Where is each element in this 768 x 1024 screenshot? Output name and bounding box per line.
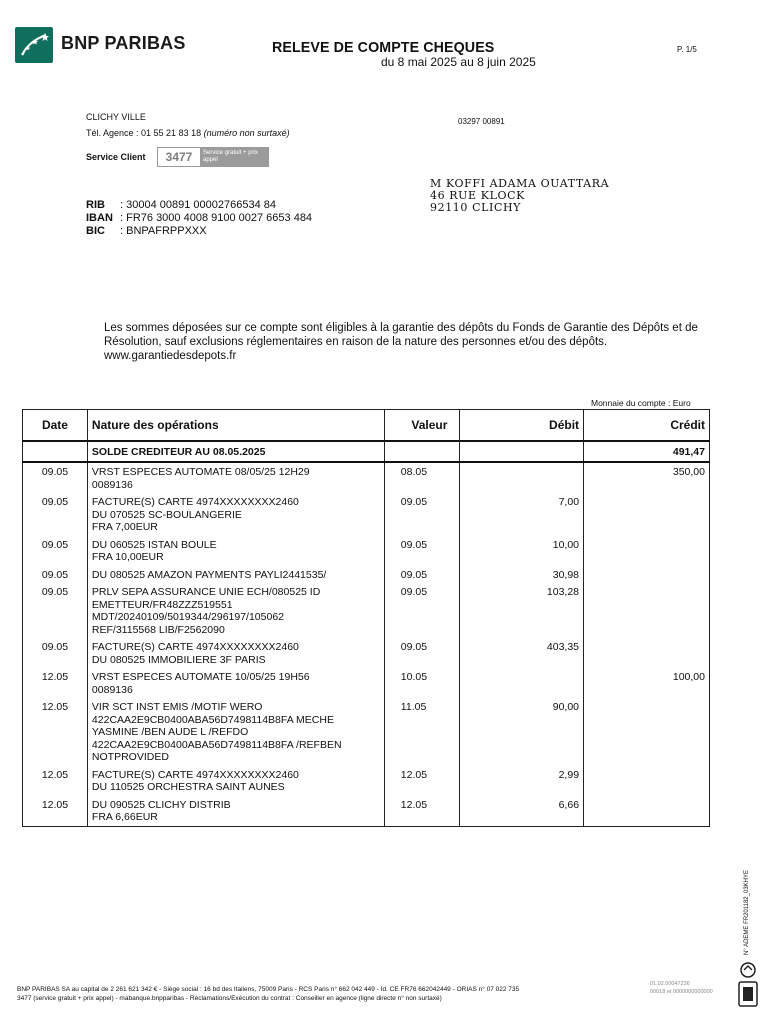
row-credit bbox=[584, 566, 710, 584]
row-debit: 6,66 bbox=[460, 796, 584, 827]
row-nature: FACTURE(S) CARTE 4974XXXXXXXX2460 DU 070525 SC-BOULANGERIE FRA 7,00EUR bbox=[87, 493, 384, 536]
row-date: 09.05 bbox=[23, 566, 88, 584]
row-date: 09.05 bbox=[23, 493, 88, 536]
row-credit: 350,00 bbox=[584, 462, 710, 493]
row-nature: PRLV SEPA ASSURANCE UNIE ECH/080525 ID EMETTEUR/FR48ZZZ519551 MDT/20240109/5019344/296197/105062 REF/3115568 LIB/F2562090 bbox=[87, 583, 384, 638]
row-credit: 100,00 bbox=[584, 668, 710, 698]
row-nature: DU 080525 AMAZON PAYMENTS PAYLI2441535/ bbox=[87, 566, 384, 584]
operations-table bbox=[22, 409, 710, 827]
row-valeur: 09.05 bbox=[384, 638, 459, 668]
footer-ref-1: 01.02.00047236 bbox=[650, 981, 690, 987]
row-nature: VRST ESPECES AUTOMATE 10/05/25 19H56 0089136 bbox=[87, 668, 384, 698]
iban-value: : FR76 3000 4008 9100 0027 6653 484 bbox=[120, 212, 313, 224]
row-debit: 10,00 bbox=[460, 536, 584, 566]
row-credit bbox=[584, 698, 710, 766]
row-date: 12.05 bbox=[23, 766, 88, 796]
agency-phone-number: Tél. Agence : 01 55 21 83 18 bbox=[86, 128, 202, 138]
table-row bbox=[23, 796, 710, 827]
recycling-icon bbox=[735, 960, 761, 1010]
row-date: 12.05 bbox=[23, 796, 88, 827]
statement-title: RELEVE DE COMPTE CHEQUES bbox=[272, 39, 495, 56]
table-row bbox=[23, 766, 710, 796]
recipient-city: 92110 CLICHY bbox=[430, 201, 522, 214]
row-credit bbox=[584, 766, 710, 796]
table-row bbox=[23, 566, 710, 584]
row-credit bbox=[584, 796, 710, 827]
iban-line bbox=[86, 212, 312, 225]
row-date: 12.05 bbox=[23, 698, 88, 766]
opening-balance-row bbox=[23, 441, 710, 462]
row-nature: VIR SCT INST EMIS /MOTIF WERO 422CAA2E9CB0400ABA56D7498114B8FA MECHE YASMINE /BEN AUDE L /REFDO 422CAA2E9CB0400ABA56D7498114B8FA /REFBEN NOTPROVIDED bbox=[87, 698, 384, 766]
row-debit bbox=[460, 462, 584, 493]
header-valeur: Valeur bbox=[384, 410, 459, 442]
table-row bbox=[23, 493, 710, 536]
row-valeur: 09.05 bbox=[384, 566, 459, 584]
row-debit: 90,00 bbox=[460, 698, 584, 766]
deposit-guarantee-notice bbox=[104, 321, 704, 363]
footer-reference bbox=[650, 980, 713, 996]
row-valeur: 11.05 bbox=[384, 698, 459, 766]
opening-label: SOLDE CREDITEUR AU 08.05.2025 bbox=[87, 441, 384, 462]
row-valeur: 12.05 bbox=[384, 766, 459, 796]
row-credit bbox=[584, 493, 710, 536]
stars-icon bbox=[15, 27, 53, 63]
table-row bbox=[23, 638, 710, 668]
bic-label: BIC bbox=[86, 225, 105, 237]
row-debit: 403,35 bbox=[460, 638, 584, 668]
bnp-logo-mark bbox=[15, 27, 53, 63]
recipient-street: 46 RUE KLOCK bbox=[430, 189, 525, 202]
footer-line-2: 3477 (service gratuit + prix appel) - mabanque.bnpparibas - Réclamations/Exécution du contrat : Conseiller en agence (ligne directe n° non surtaxé) bbox=[17, 995, 442, 1002]
agency-code: 03297 00891 bbox=[458, 117, 505, 126]
ademe-label: N° ADEME FR201182_03KHYE bbox=[744, 870, 750, 955]
header-date: Date bbox=[23, 410, 88, 442]
row-valeur: 10.05 bbox=[384, 668, 459, 698]
table-row bbox=[23, 668, 710, 698]
service-client-number: 3477 bbox=[165, 150, 193, 164]
account-currency: Monnaie du compte : Euro bbox=[591, 398, 691, 408]
row-valeur: 09.05 bbox=[384, 583, 459, 638]
recipient-name: M KOFFI ADAMA OUATTARA bbox=[430, 177, 610, 190]
row-date: 09.05 bbox=[23, 638, 88, 668]
opening-credit: 491,47 bbox=[584, 441, 710, 462]
row-valeur: 09.05 bbox=[384, 493, 459, 536]
header-debit: Débit bbox=[460, 410, 584, 442]
row-nature: VRST ESPECES AUTOMATE 08/05/25 12H29 0089136 bbox=[87, 462, 384, 493]
rib-value: : 30004 00891 00002766534 84 bbox=[120, 199, 276, 211]
row-date: 12.05 bbox=[23, 668, 88, 698]
service-client-label: Service Client bbox=[86, 152, 146, 162]
row-nature: DU 060525 ISTAN BOULE FRA 10,00EUR bbox=[87, 536, 384, 566]
row-credit bbox=[584, 638, 710, 668]
row-valeur: 09.05 bbox=[384, 536, 459, 566]
row-nature: FACTURE(S) CARTE 4974XXXXXXXX2460 DU 080525 IMMOBILIERE 3F PARIS bbox=[87, 638, 384, 668]
recipient-address bbox=[430, 178, 609, 214]
row-debit: 7,00 bbox=[460, 493, 584, 536]
footer-line-1: BNP PARIBAS SA au capital de 2 261 621 342 € - Siège social : 16 bd des Italiens, 75009 Paris - RCS Paris n° 662 042 449 - Id. CE FR76 662042449 - ORIAS n° 07 022 735 bbox=[17, 986, 520, 993]
opening-valeur bbox=[384, 441, 459, 462]
rib-line bbox=[86, 199, 312, 212]
row-valeur: 08.05 bbox=[384, 462, 459, 493]
bic-value: : BNPAFRPPXXX bbox=[120, 225, 207, 237]
row-nature: FACTURE(S) CARTE 4974XXXXXXXX2460 DU 110525 ORCHESTRA SAINT AUNES bbox=[87, 766, 384, 796]
opening-debit bbox=[460, 441, 584, 462]
brand-name: BNP PARIBAS bbox=[61, 33, 186, 53]
table-row bbox=[23, 536, 710, 566]
agency-phone bbox=[86, 128, 290, 138]
agency-phone-note: (numéro non surtaxé) bbox=[203, 128, 290, 138]
rib-label: RIB bbox=[86, 199, 105, 211]
service-client-badge bbox=[157, 147, 269, 167]
table-header-row bbox=[23, 410, 710, 442]
notice-text: Les sommes déposées sur ce compte sont éligibles à la garantie des dépôts du Fonds de Garantie des Dépôts et de Résolution, sauf exclusions réglementaires en raison de la nature des personnes et/ou des dépôts. bbox=[104, 322, 698, 348]
header-credit: Crédit bbox=[584, 410, 710, 442]
bank-identifiers bbox=[86, 199, 312, 238]
agency-name: CLICHY VILLE bbox=[86, 112, 146, 122]
row-valeur: 12.05 bbox=[384, 796, 459, 827]
table-row bbox=[23, 698, 710, 766]
page-number: P. 1/5 bbox=[677, 45, 697, 54]
iban-label: IBAN bbox=[86, 212, 113, 224]
row-date: 09.05 bbox=[23, 536, 88, 566]
statement-period: du 8 mai 2025 au 8 juin 2025 bbox=[381, 55, 536, 69]
row-credit bbox=[584, 536, 710, 566]
row-date: 09.05 bbox=[23, 462, 88, 493]
row-date: 09.05 bbox=[23, 583, 88, 638]
row-debit: 2,99 bbox=[460, 766, 584, 796]
bic-line bbox=[86, 225, 312, 238]
table-row bbox=[23, 583, 710, 638]
footer-ref-2: 00018 et 0000000000000 bbox=[650, 989, 713, 995]
row-debit: 30,98 bbox=[460, 566, 584, 584]
table-row bbox=[23, 462, 710, 493]
row-debit: 103,28 bbox=[460, 583, 584, 638]
header-nature: Nature des opérations bbox=[87, 410, 384, 442]
row-credit bbox=[584, 583, 710, 638]
legal-footer bbox=[17, 985, 637, 1003]
service-client-tag: Service gratuit + prix appel bbox=[200, 148, 268, 166]
opening-date bbox=[23, 441, 88, 462]
row-nature: DU 090525 CLICHY DISTRIB FRA 6,66EUR bbox=[87, 796, 384, 827]
notice-link[interactable]: www.garantiedesdepots.fr bbox=[104, 350, 237, 362]
row-debit bbox=[460, 668, 584, 698]
